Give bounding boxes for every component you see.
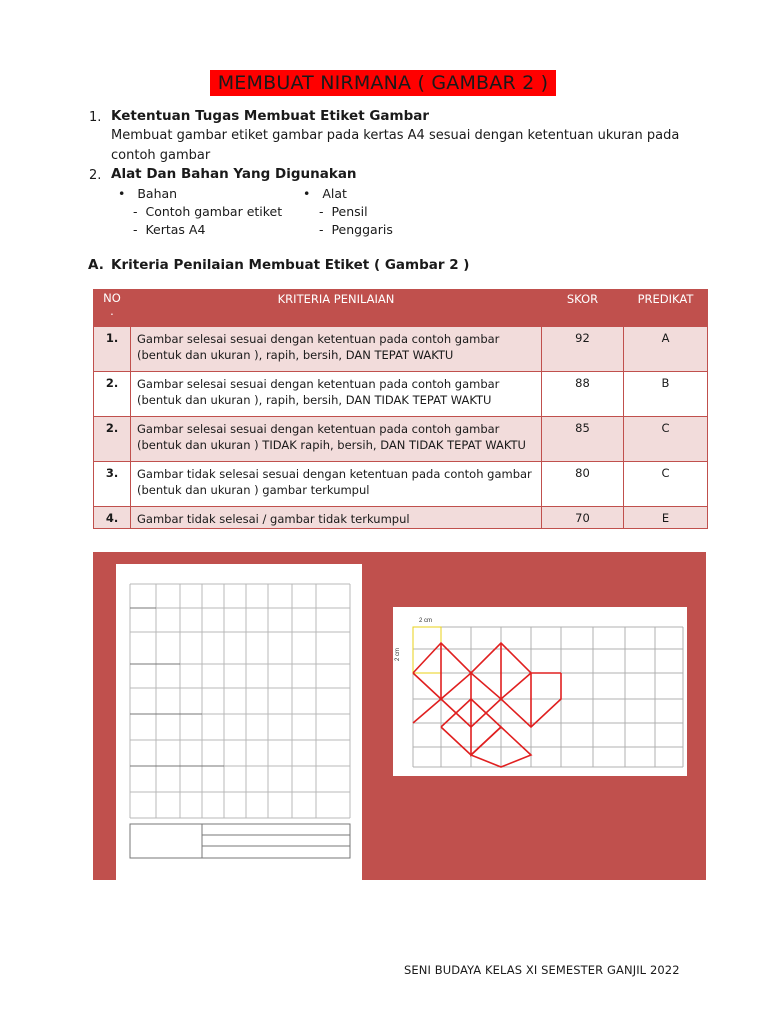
section-1-body-line1: Membuat gambar etiket gambar pada kertas A4 sesuai dengan ketentuan ukuran pada xyxy=(111,128,680,143)
header-no-line2: . xyxy=(110,304,114,318)
alat-label: Alat xyxy=(322,186,347,201)
row-criteria xyxy=(131,507,542,529)
a4-grid-sheet xyxy=(116,564,362,880)
row-criteria-line2: (bentuk dan ukuran ) TIDAK rapih, bersih, DAN TIDAK TEPAT WAKTU xyxy=(137,438,526,452)
bullet-alat xyxy=(303,186,347,201)
table-row xyxy=(94,507,708,529)
alat-item-1: - Pensil xyxy=(319,204,368,219)
row-predicate: B xyxy=(624,372,708,417)
section-1-heading: Ketentuan Tugas Membuat Etiket Gambar xyxy=(111,108,430,124)
row-criteria xyxy=(131,372,542,417)
row-criteria-line1: Gambar tidak selesai sesuai dengan ketentuan pada contoh gambar xyxy=(137,467,532,481)
alat-item-2: - Penggaris xyxy=(319,222,393,237)
bahan-item-2: - Kertas A4 xyxy=(133,222,206,237)
table-row xyxy=(94,417,708,462)
bahan-item-1-text: Contoh gambar etiket xyxy=(145,204,283,219)
row-score: 85 xyxy=(542,417,624,462)
row-criteria-line1: Gambar tidak selesai / gambar tidak terkumpul xyxy=(137,512,410,526)
section-a-heading: Kriteria Penilaian Membuat Etiket ( Gambar 2 ) xyxy=(111,257,470,273)
row-no: 2. xyxy=(94,417,131,462)
row-predicate: E xyxy=(624,507,708,529)
pattern-drawing xyxy=(393,607,687,776)
bahan-item-1: - Contoh gambar etiket xyxy=(133,204,283,219)
row-no: 4. xyxy=(94,507,131,529)
row-criteria-line2: (bentuk dan ukuran ), rapih, bersih, DAN TEPAT WAKTU xyxy=(137,348,454,362)
section-2-heading: Alat Dan Bahan Yang Digunakan xyxy=(111,166,357,182)
dimension-side-label: 2 cm xyxy=(395,647,401,661)
header-no xyxy=(94,290,131,327)
header-criteria: KRITERIA PENILAIAN xyxy=(131,290,542,327)
pattern-drawing-svg xyxy=(393,607,687,776)
row-score: 70 xyxy=(542,507,624,529)
table-row xyxy=(94,372,708,417)
row-criteria-line2: (bentuk dan ukuran ), rapih, bersih, DAN TIDAK TEPAT WAKTU xyxy=(137,393,492,407)
bahan-label: Bahan xyxy=(137,186,178,201)
table-header-row xyxy=(94,290,708,327)
row-criteria-line1: Gambar selesai sesuai dengan ketentuan pada contoh gambar xyxy=(137,422,500,436)
page-title: MEMBUAT NIRMANA ( GAMBAR 2 ) xyxy=(210,70,556,96)
section-2-number: 2. xyxy=(89,168,102,183)
row-no: 2. xyxy=(94,372,131,417)
header-no-line1: NO xyxy=(103,291,121,305)
table-row xyxy=(94,327,708,372)
header-score: SKOR xyxy=(542,290,624,327)
section-1-body-line2: contoh gambar xyxy=(111,148,211,163)
row-score: 88 xyxy=(542,372,624,417)
grid-sheet-drawing xyxy=(116,564,362,880)
row-criteria-line2: (bentuk dan ukuran ) gambar terkumpul xyxy=(137,483,370,497)
row-no: 1. xyxy=(94,327,131,372)
dimension-label: 2 cm xyxy=(419,618,433,624)
row-predicate: A xyxy=(624,327,708,372)
table-row xyxy=(94,462,708,507)
bahan-item-2-text: Kertas A4 xyxy=(145,222,206,237)
section-1-number: 1. xyxy=(89,110,102,125)
alat-item-2-text: Penggaris xyxy=(331,222,393,237)
criteria-table xyxy=(93,289,708,529)
row-criteria-line1: Gambar selesai sesuai dengan ketentuan pada contoh gambar xyxy=(137,377,500,391)
row-criteria-line1: Gambar selesai sesuai dengan ketentuan pada contoh gambar xyxy=(137,332,500,346)
alat-item-1-text: Pensil xyxy=(331,204,368,219)
bullet-bahan xyxy=(118,186,177,201)
header-predicate: PREDIKAT xyxy=(624,290,708,327)
bullet-dot: • xyxy=(118,186,126,201)
row-criteria xyxy=(131,417,542,462)
section-a-letter: A. xyxy=(88,257,104,273)
page-footer: SENI BUDAYA KELAS XI SEMESTER GANJIL 2022 xyxy=(404,963,680,977)
row-predicate: C xyxy=(624,462,708,507)
row-criteria xyxy=(131,462,542,507)
row-score: 80 xyxy=(542,462,624,507)
row-criteria xyxy=(131,327,542,372)
row-predicate: C xyxy=(624,417,708,462)
dimension-guide-box xyxy=(413,627,441,673)
diamond-pattern xyxy=(413,643,561,767)
row-no: 3. xyxy=(94,462,131,507)
bullet-dot: • xyxy=(303,186,311,201)
row-score: 92 xyxy=(542,327,624,372)
